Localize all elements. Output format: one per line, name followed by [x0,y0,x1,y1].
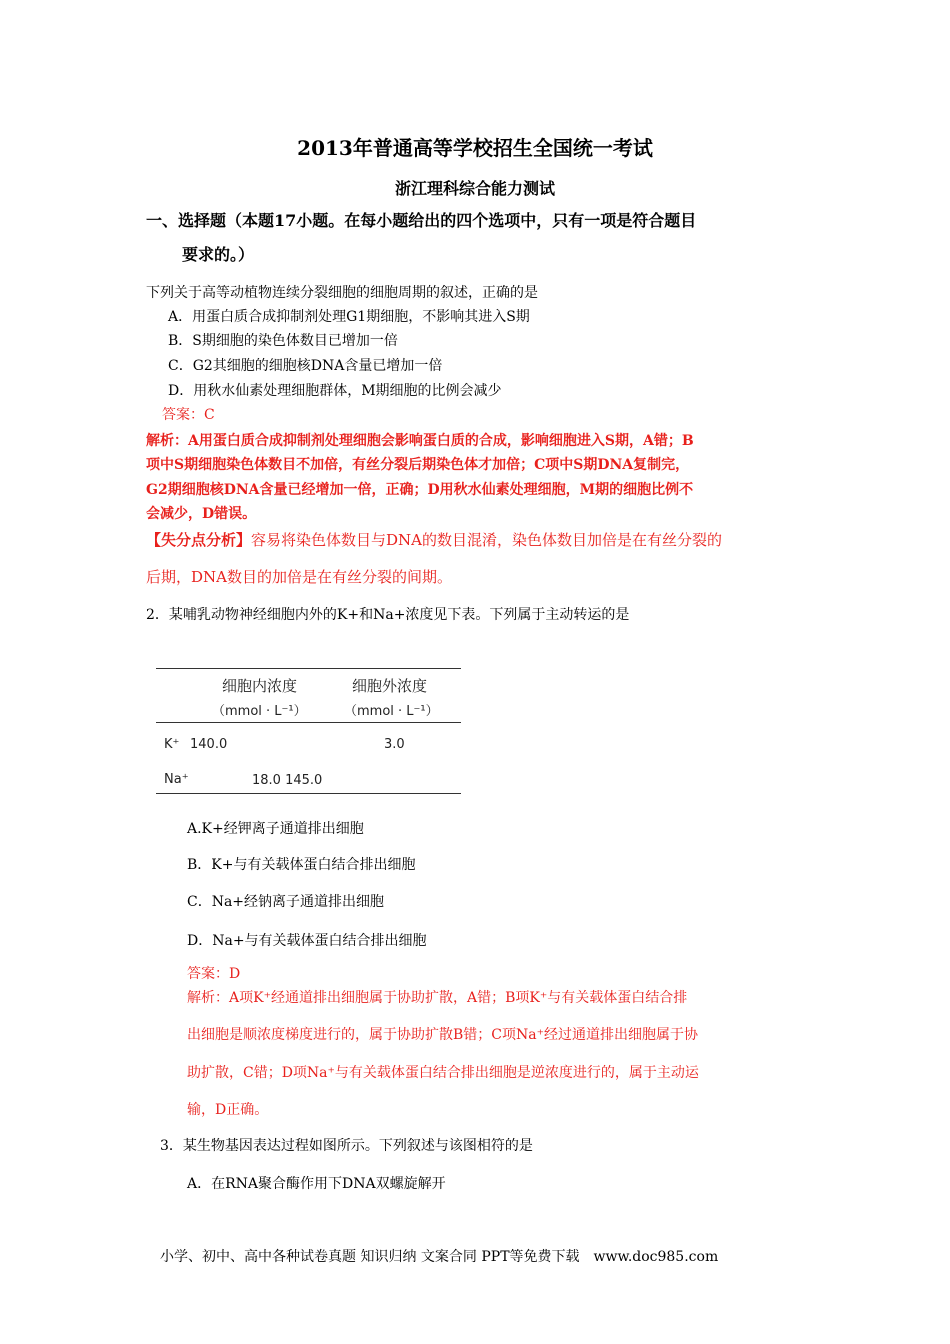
table-row-na-ion: Na⁺ [164,772,189,787]
table-header-inside: 细胞内浓度 [222,677,298,695]
q1-option-c: C．G2其细胞的细胞核DNA含量已增加一倍 [168,358,443,374]
q2-explanation-line3: 助扩散，C错；D项Na⁺与有关载体蛋白结合排出细胞是逆浓度进行的，属于主动运 [187,1065,699,1081]
q1-pitfall [146,529,722,550]
q2-option-b: B．K+与有关载体蛋白结合排出细胞 [187,857,416,873]
q2-option-a: A.K+经钾离子通道排出细胞 [187,821,364,837]
q2-option-d: D．Na+与有关载体蛋白结合排出细胞 [187,933,427,949]
q1-stem: 下列关于高等动植物连续分裂细胞的细胞周期的叙述，正确的是 [146,285,538,301]
page-title: 2013年普通高等学校招生全国统一考试 [297,136,653,160]
q1-option-b: B．S期细胞的染色体数目已增加一倍 [168,333,398,349]
q2-explanation-line4: 输，D正确。 [187,1102,269,1118]
q1-explanation-line2: 项中S期细胞染色体数目不加倍，有丝分裂后期染色体才加倍；C项中S期DNA复制完， [146,457,690,473]
page-subtitle: 浙江理科综合能力测试 [394,179,555,198]
table-row-k-outside: 3.0 [384,737,405,752]
table-bottom-rule [156,793,461,794]
q1-answer: 答案：C [162,407,215,423]
page-footer: 小学、初中、高中各种试卷真题 知识归纳 文案合同 PPT等免费下载 www.doc985.com [160,1249,719,1265]
section-heading-cont: 要求的。） [182,245,255,264]
pitfall-label: 【失分点分析】 [146,531,252,549]
pitfall-text: 容易将染色体数目与DNA的数目混淆，染色体数目加倍是在有丝分裂的 [251,531,723,549]
q2-answer: 答案：D [187,966,241,982]
table-unit-outside: （mmol · L⁻¹） [344,704,439,719]
q1-explanation-line3: G2期细胞核DNA含量已经增加一倍，正确；D用秋水仙素处理细胞，M期的细胞比例不 [146,482,694,498]
table-header-outside: 细胞外浓度 [352,677,428,695]
q2-explanation-line2: 出细胞是顺浓度梯度进行的，属于协助扩散B错；C项Na⁺经过通道排出细胞属于协 [187,1027,698,1043]
q1-explanation-line4: 会减少，D错误。 [146,506,257,522]
table-row-k-ion: K⁺ [164,737,180,752]
q1-pitfall-cont: 后期，DNA数目的加倍是在有丝分裂的间期。 [146,568,452,586]
q1-explanation-line1: 解析：A用蛋白质合成抑制剂处理细胞会影响蛋白质的合成，影响细胞进入S期，A错；B [146,433,694,449]
q2-explanation-line1: 解析：A项K⁺经通道排出细胞属于协助扩散，A错；B项K⁺与有关载体蛋白结合排 [187,990,688,1006]
q3-stem: 3．某生物基因表达过程如图所示。下列叙述与该图相符的是 [160,1138,533,1154]
q1-option-d: D．用秋水仙素处理细胞群体，M期细胞的比例会减少 [168,383,502,399]
table-row-na-values: 18.0 145.0 [252,773,323,788]
section-heading: 一、选择题（本题17小题。在每小题给出的四个选项中，只有一项是符合题目 [146,211,697,230]
q3-option-a: A．在RNA聚合酶作用下DNA双螺旋解开 [187,1176,446,1192]
table-row-k-values: 140.0 [190,737,228,752]
table-unit-inside: （mmol · L⁻¹） [212,704,307,719]
q2-option-c: C．Na+经钠离子通道排出细胞 [187,894,385,910]
table-top-rule [156,668,461,669]
table-header-rule [156,722,461,723]
q2-stem: 2．某哺乳动物神经细胞内外的K+和Na+浓度见下表。下列属于主动转运的是 [146,607,630,623]
q1-option-a: A．用蛋白质合成抑制剂处理G1期细胞，不影响其进入S期 [168,309,530,325]
